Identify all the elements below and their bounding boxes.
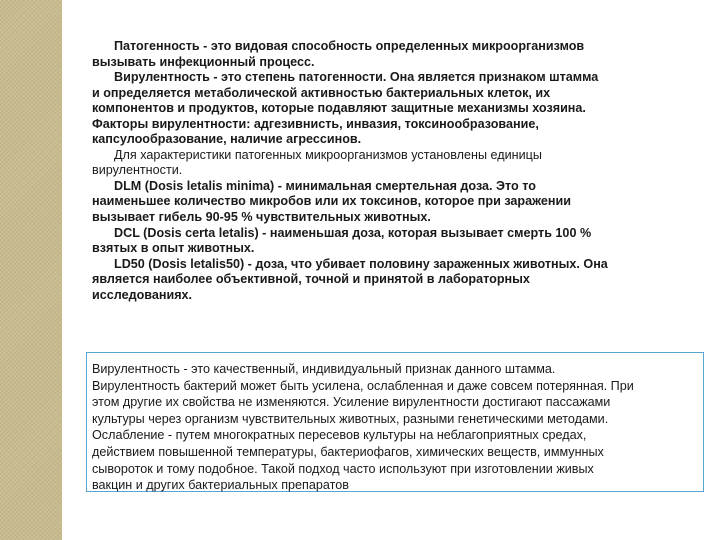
- decorative-left-band: [0, 0, 62, 540]
- box-line-8: вакцин и других бактериальных препаратов: [92, 478, 349, 493]
- box-line-7: сывороток и тому подобное. Такой подход часто используют при изготовлении живых: [92, 461, 594, 476]
- definition-virulence-line-3: компонентов и продуктов, которые подавляют защитные механизмы хозяина.: [92, 101, 586, 116]
- ld50-line-2: является наиболее объективной, точной и принятой в лабораторных: [92, 272, 530, 287]
- box-line-1: Вирулентность - это качественный, индивидуальный признак данного штамма.: [92, 362, 556, 376]
- definition-virulence-line-1: Вирулентность - это степень патогенности. Она является признаком штамма: [114, 70, 599, 85]
- box-line-2: Вирулентность бактерий может быть усилена, ослабленная и даже совсем потерянная. При: [92, 378, 634, 393]
- dcl-line-1: DCL (Dosis certa letalis) - наименьшая доза, которая вызывает смерть 100 %: [114, 225, 592, 240]
- definition-virulence-line-2: и определяется метаболической активностью бактериальных клеток, их: [92, 85, 551, 100]
- box-line-6: действием повышенной температуры, бактериофагов, химических веществ, иммунных: [92, 444, 604, 459]
- ld50-line-1: LD50 (Dosis letalis50) - доза, что убивает половину зараженных животных. Она: [114, 256, 608, 271]
- dlm-line-3: вызывает гибель 90-95 % чувствительных животных.: [92, 210, 431, 225]
- definition-pathogenicity-line-1: Патогенность - это видовая способность определенных микроорганизмов: [114, 39, 585, 53]
- virulence-units-line-2: вирулентности.: [92, 163, 183, 178]
- dlm-line-1: DLM (Dosis letalis minima) - минимальная смертельная доза. Это то: [114, 178, 536, 193]
- dcl-line-2: взятых в опыт животных.: [92, 241, 255, 256]
- ld50-line-3: исследованиях.: [92, 287, 193, 302]
- box-line-4: культуры через организм чувствительных животных, разными генетическими методами.: [92, 411, 609, 426]
- virulence-info-box: [86, 352, 704, 492]
- box-line-3: этом другие их свойства не изменяются. Усиление вирулентности достигают пассажами: [92, 395, 611, 410]
- definition-virulence-line-5: капсулообразование, наличие агрессинов.: [92, 132, 362, 147]
- box-line-5: Ослабление - путем многократных пересевов культуры на неблагоприятных средах,: [92, 428, 587, 443]
- definition-pathogenicity-line-2: вызывать инфекционный процесс.: [92, 54, 315, 69]
- definition-virulence-line-4: Факторы вирулентности: адгезивнисть, инвазия, токсинообразование,: [92, 116, 539, 131]
- dlm-line-2: наименьшее количество микробов или их токсинов, которое при заражении: [92, 194, 571, 209]
- main-text: [92, 39, 692, 303]
- virulence-units-line-1: Для характеристики патогенных микроорганизмов установлены единицы: [114, 147, 542, 162]
